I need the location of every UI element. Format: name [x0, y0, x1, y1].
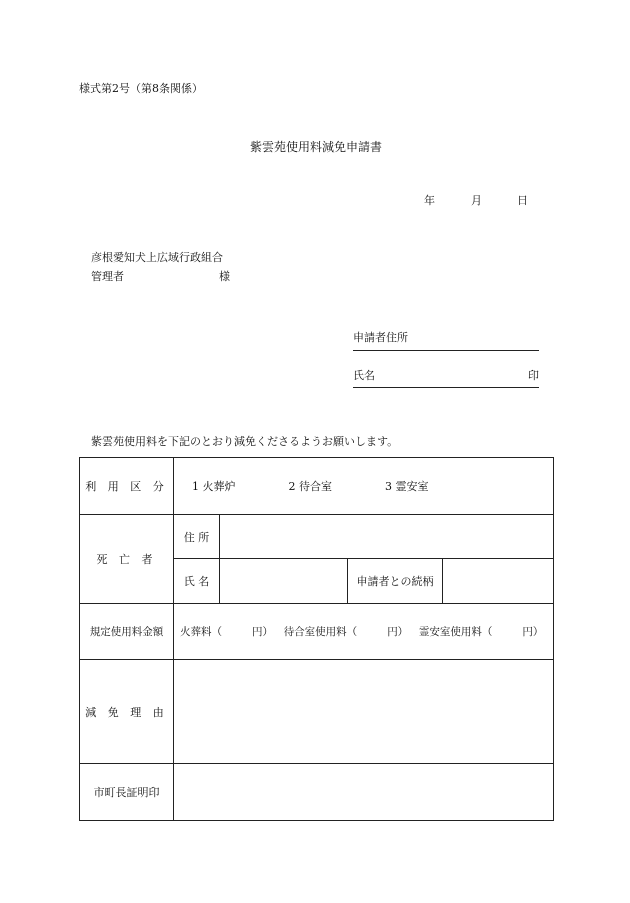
addressee-role: 管理者: [91, 270, 124, 283]
fee-fields: [174, 604, 554, 660]
regulated-fee-label: 規定使用料金額: [80, 604, 174, 660]
addressee-organization: 彦根愛知犬上広域行政組合: [91, 251, 223, 264]
mayor-certification-field[interactable]: [174, 764, 554, 821]
applicant-address-label: 申請者住所: [353, 331, 408, 344]
relationship-field[interactable]: [443, 559, 554, 604]
form-number: 様式第2号（第8条関係）: [79, 82, 203, 95]
deceased-address-row: [80, 515, 554, 559]
cremation-fee-label: 火葬料（: [180, 626, 222, 638]
application-table: [79, 457, 554, 821]
waiting-room-fee-yen: 円）: [387, 626, 409, 638]
waiting-room-fee-label: 待合室使用料（: [283, 626, 358, 638]
mayor-certification-label: 市町長証明印: [80, 764, 174, 821]
date-day-label: 日: [517, 194, 528, 207]
reduction-reason-field[interactable]: [174, 660, 554, 764]
deceased-address-label: 住 所: [174, 515, 220, 559]
fee-row: [80, 604, 554, 660]
applicant-name-line: [353, 387, 539, 388]
certification-row: [80, 764, 554, 821]
document-title: 紫雲苑使用料減免申請書: [250, 140, 383, 154]
applicant-seal-mark: 印: [528, 369, 539, 382]
cremation-fee-yen: 円）: [252, 626, 273, 638]
applicant-address-line: [353, 350, 539, 351]
usage-row: [80, 458, 554, 515]
usage-option-mortuary: 3 霊安室: [385, 480, 429, 493]
deceased-address-field[interactable]: [220, 515, 554, 559]
mortuary-fee-yen: 円）: [522, 626, 544, 638]
usage-options: [174, 458, 554, 515]
deceased-name-label: 氏 名: [174, 559, 220, 604]
usage-option-waiting-room: 2 待合室: [288, 480, 332, 493]
deceased-name-field[interactable]: [220, 559, 348, 604]
reduction-reason-label: 減 免 理 由: [80, 660, 174, 764]
date-month-label: 月: [471, 194, 482, 207]
usage-option-cremation: 1 火葬炉: [192, 480, 236, 493]
deceased-label: 死 亡 者: [80, 515, 174, 604]
applicant-name-label: 氏名: [353, 369, 375, 382]
mortuary-fee-label: 霊安室使用料（: [418, 626, 493, 638]
addressee-honorific: 様: [219, 270, 230, 283]
usage-category-label: 利 用 区 分: [80, 458, 174, 515]
intro-text: 紫雲苑使用料を下記のとおり減免くださるようお願いします。: [91, 435, 399, 448]
date-year-label: 年: [424, 194, 435, 207]
relationship-label: 申請者との続柄: [348, 559, 443, 604]
reason-row: [80, 660, 554, 764]
